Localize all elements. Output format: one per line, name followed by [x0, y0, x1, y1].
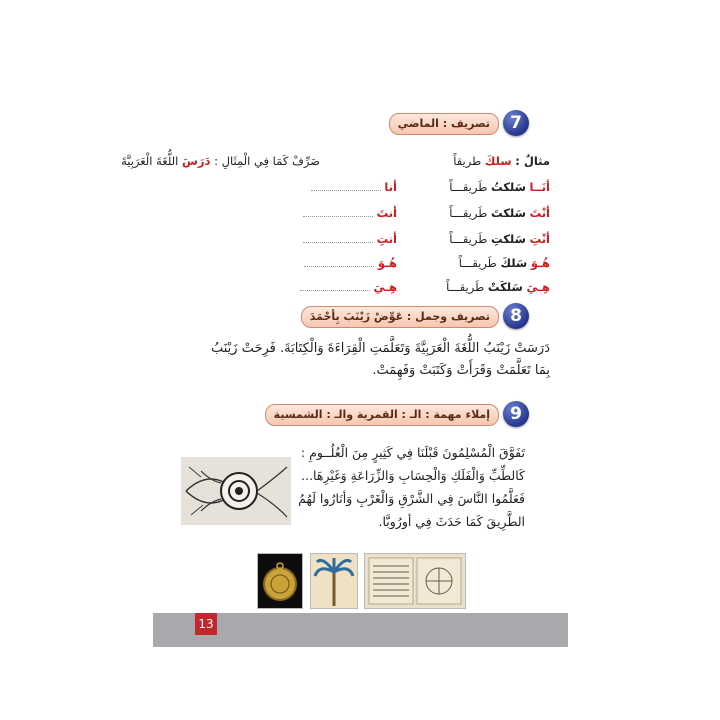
astrolabe-photo — [257, 553, 303, 609]
section-8-paragraph — [150, 338, 550, 382]
example-label: مثالٌ : — [515, 154, 550, 168]
answer-blank[interactable] — [303, 234, 373, 243]
section-number-badge: 8 — [503, 303, 529, 329]
eye-anatomy-illustration — [181, 457, 291, 525]
section-number-badge: 9 — [503, 401, 529, 427]
paragraph-line: تَفَوَّقَ الْمُسْلِمُونَ قَبْلَنَا فِي كَثِيرٍ مِنَ الْعُلُــومِ : — [300, 445, 525, 460]
row-answer: هِـيَ — [373, 280, 397, 294]
answer-blank[interactable] — [311, 182, 381, 191]
row-verb: سَلكتِ — [491, 232, 526, 246]
row-object: طَريقـــاً — [449, 180, 488, 194]
conjugation-row — [449, 206, 550, 220]
page-number: 13 — [195, 613, 217, 635]
instruction-object: اللُّغَةَ الْعَرَبِيَّةَ — [121, 154, 179, 168]
example-object: طريقاً — [453, 154, 482, 168]
row-verb: سَلكتَ — [491, 206, 526, 220]
section-title-pill: تصريف وجمل : عَوِّضْ زَيْنَبَ بِأحْمَدَ — [301, 306, 499, 328]
answer-row — [300, 280, 397, 294]
row-verb: سَلكتُ — [491, 180, 526, 194]
conjugation-row — [449, 232, 550, 246]
palm-tree-manuscript — [310, 553, 358, 609]
row-pronoun: أنْتَ — [529, 206, 550, 220]
row-verb: سَلكَتْ — [487, 280, 523, 294]
paragraph-line: الطَّرِيقَ كَمَا حَدَثَ فِي أورُوبَّا. — [378, 514, 525, 529]
row-object: طَريقـــاً — [458, 256, 497, 270]
row-pronoun: هِـيَ — [526, 280, 550, 294]
example-line — [453, 154, 550, 168]
row-object: طَريقـــاً — [446, 280, 485, 294]
section-number-badge: 7 — [503, 110, 529, 136]
row-pronoun: أنَــا — [529, 180, 550, 194]
row-answer: أنا — [384, 180, 397, 194]
instruction-line — [121, 154, 320, 168]
row-pronoun: هُـوَ — [530, 256, 550, 270]
row-object: طَريقـــاً — [449, 232, 488, 246]
conjugation-row — [449, 180, 550, 194]
instruction-verb: دَرَسَ — [182, 154, 211, 168]
section-8-header — [309, 303, 529, 329]
answer-row — [303, 206, 397, 220]
section-9-header — [273, 401, 529, 427]
example-verb: سلكَ — [484, 154, 512, 168]
row-verb: سَلكَ — [500, 256, 528, 270]
row-object: طَريقـــاً — [449, 206, 488, 220]
answer-blank[interactable] — [303, 208, 373, 217]
section-title-pill: إملاء مهمة : الـ : القمرية والـ : الشمسية — [265, 404, 499, 426]
row-answer: هُـوَ — [377, 256, 397, 270]
row-answer: أنتِ — [376, 232, 397, 246]
answer-blank[interactable] — [304, 258, 374, 267]
row-pronoun: أنْتِ — [529, 232, 550, 246]
answer-blank[interactable] — [300, 282, 370, 291]
section-9-paragraph — [255, 441, 525, 533]
answer-row — [303, 232, 397, 246]
section-7-header — [397, 110, 529, 136]
paragraph-line: كَالطِّبِّ وَالْفَلَكِ وَالْحِسَابِ وَالزِّرَاعَةِ وَغَيْرِهَا... — [301, 468, 525, 483]
section-title-pill: تصريف : الماضي — [389, 113, 499, 135]
conjugation-row — [459, 256, 550, 270]
conjugation-row — [446, 280, 550, 294]
paragraph-line: بِمَا تَعَلَّمَتْ وَقَرَأَتْ وَكَتَبَتْ وَفَهِمَتْ. — [372, 363, 550, 378]
answer-row — [311, 180, 397, 194]
instruction-text: صَرِّفْ كَمَا فِي الْمِثَالِ : — [214, 154, 320, 168]
answer-row — [304, 256, 397, 270]
paragraph-line: دَرَسَتْ زَيْنَبُ اللُّغَةَ الْعَرَبِيَّةَ وَتَعَلَّمَتِ الْقِرَاءَةَ وَالْكِتَابَةَ. فَرِحَتْ زَيْنَبُ — [210, 341, 550, 356]
paragraph-line: فَعَلَّمُوا النَّاسَ فِي الشَّرْقِ وَالْغَرْبِ وَأنَارُوا لَهُمُ — [298, 491, 525, 506]
row-answer: أنتَ — [376, 206, 397, 220]
arabic-manuscript-pages — [364, 553, 466, 609]
